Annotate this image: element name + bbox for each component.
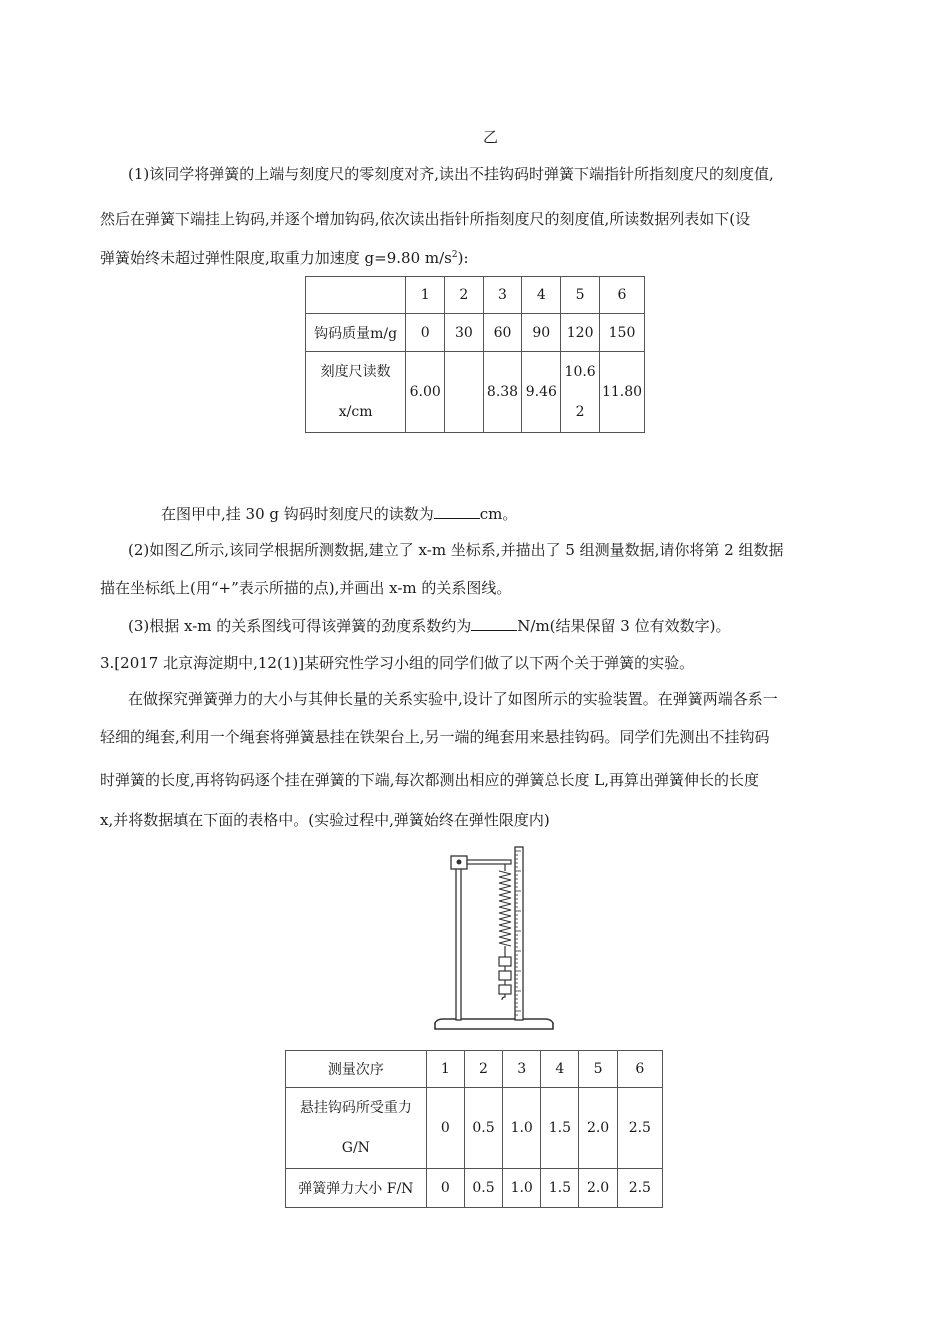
stand-base [435,1019,553,1029]
table2-weight-cell: 2.5 [617,1088,662,1169]
q1-line3-end: ): [457,249,469,267]
table1-header-5: 5 [561,277,600,314]
table1-mass-cell: 0 [406,314,445,352]
q2-line1: (2)如图乙所示,该同学根据所测数据,建立了 x-m 坐标系,并描出了 5 组测量数据,请你将第 2 组数据 [128,541,784,559]
q3-unit: N/m(结果保留 3 位有效数字)。 [517,617,731,635]
table2-weight-cell: 0 [426,1088,464,1169]
table2-header-2: 2 [464,1051,502,1088]
table1-reading-label-line2: x/cm [338,404,373,420]
spring-coils [499,871,511,946]
table2-force-cell: 1.5 [541,1169,579,1208]
table2-header-5: 5 [579,1051,617,1088]
q1-line3-text: 弹簧始终未超过弹性限度,取重力加速度 g=9.80 m/s [100,249,452,267]
table2-force-cell: 0.5 [464,1169,502,1208]
table2-force-cell: 1.0 [503,1169,541,1208]
q1-line3 [100,245,469,268]
data-table-2 [285,1050,663,1208]
table1-header-4: 4 [522,277,561,314]
table2-weight-cell: 1.5 [541,1088,579,1169]
table2-header-label: 测量次序 [286,1051,427,1088]
table2-force-cell: 2.0 [579,1169,617,1208]
hanging-weights [499,957,511,1000]
table2-weight-label-line2: G/N [341,1140,370,1156]
q2-line2: 描在坐标纸上(用“+”表示所描的点),并画出 x-m 的关系图线。 [100,579,512,597]
ruler [515,847,523,1020]
table2-weight-cell: 1.0 [503,1088,541,1169]
q3-line [128,616,730,636]
table2-header-1: 1 [426,1051,464,1088]
problem3-line2: 轻细的绳套,利用一个绳套将弹簧悬挂在铁架台上,另一端的绳套用来悬挂钩码。同学们先测出不挂钩码 [100,728,770,746]
table1-reading-cell: 9.46 [522,352,561,433]
table1-mass-cell: 90 [522,314,561,352]
q1-fill-unit: cm。 [479,505,518,523]
q1-line3-sup: 2 [451,250,458,260]
table1-reading-cell: 11.80 [600,352,645,433]
stand-arm [467,860,511,864]
table1-header-1: 1 [406,277,445,314]
table1-header-6: 6 [600,277,645,314]
table2-weight-cell: 2.0 [579,1088,617,1169]
table1-reading-cell: 6.00 [406,352,445,433]
table1-header-2: 2 [445,277,483,314]
table2-weight-cell: 0.5 [464,1088,502,1169]
problem3-line1: 在做探究弹簧弹力的大小与其伸长量的关系实验中,设计了如图所示的实验装置。在弹簧两端各系一 [128,690,778,708]
spring-apparatus-figure [425,843,555,1043]
table2-header-4: 4 [541,1051,579,1088]
table1-mass-cell: 60 [483,314,522,352]
problem3-line3: 时弹簧的长度,再将钩码逐个挂在弹簧的下端,每次都测出相应的弹簧总长度 L,再算出弹簧伸长的长度 [100,771,760,789]
table1-header-3: 3 [483,277,522,314]
answer-blank [434,504,480,519]
table2-weight-label-line1: 悬挂钩码所受重力 [299,1100,412,1116]
table2-force-label: 弹簧弹力大小 F/N [286,1169,427,1208]
table1-reading-cell [561,352,600,433]
table2-header-6: 6 [617,1051,662,1088]
q3-text: (3)根据 x-m 的关系图线可得该弹簧的劲度系数约为 [128,617,472,635]
table1-mass-cell: 150 [600,314,645,352]
q1-line2: 然后在弹簧下端挂上钩码,并逐个增加钩码,依次读出指针所指刻度尺的刻度值,所读数据列表如下(设 [100,210,751,228]
problem3-title: 3.[2017 北京海淀期中,12(1)]某研究性学习小组的同学们做了以下两个关于弹簧的实验。 [100,654,695,672]
table1-reading-cell [445,352,483,433]
table1-reading-5-line1: 10.6 [564,364,596,380]
table1-reading-cell: 8.38 [483,352,522,433]
table1-mass-cell: 120 [561,314,600,352]
table2-force-cell: 2.5 [617,1169,662,1208]
table2-header-3: 3 [503,1051,541,1088]
stand-pole [456,859,461,1020]
table2-force-cell: 0 [426,1169,464,1208]
answer-blank [471,616,517,631]
table1-reading-label [306,352,406,433]
problem3-line4: x,并将数据填在下面的表格中。(实验过程中,弹簧始终在弹性限度内) [100,811,550,829]
table2-weight-label [286,1088,427,1169]
table1-corner [306,277,406,314]
table1-reading-5-line2: 2 [575,404,585,420]
clamp-screw [457,860,462,865]
q1-fill-text: 在图甲中,挂 30 g 钩码时刻度尺的读数为 [161,505,434,523]
table1-reading-label-line1: 刻度尺读数 [320,364,391,380]
table1-mass-label: 钩码质量m/g [306,314,406,352]
q1-fill-line [161,504,517,524]
q1-line1: (1)该同学将弹簧的上端与刻度尺的零刻度对齐,读出不挂钩码时弹簧下端指针所指刻度尺的刻度值, [128,165,774,183]
table1-mass-cell: 30 [445,314,483,352]
figure-label: 乙 [483,128,499,146]
data-table-1 [305,276,645,433]
